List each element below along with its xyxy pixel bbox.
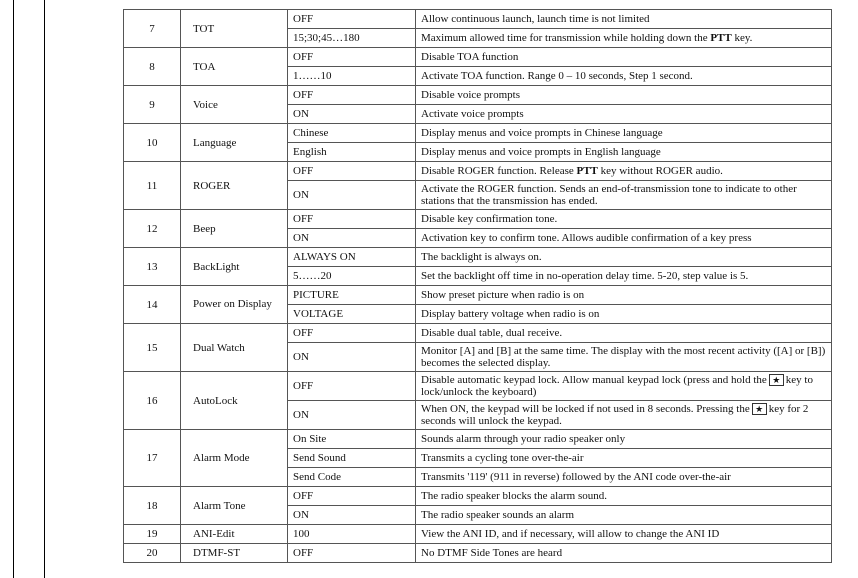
table-row <box>124 48 832 67</box>
option-description: Display menus and voice prompts in English language <box>416 143 832 162</box>
option-description: Disable key confirmation tone. <box>416 210 832 229</box>
menu-number: 7 <box>124 10 181 48</box>
option-description <box>416 401 832 430</box>
table-row <box>124 487 832 506</box>
option-value: English <box>288 143 416 162</box>
menu-name: Language <box>181 124 288 162</box>
menu-number: 12 <box>124 210 181 248</box>
desc-text: When ON, the keypad will be locked if not used in 8 seconds. Pressing the <box>421 402 750 415</box>
ptt-keyword: PTT <box>576 165 598 177</box>
option-description: Sounds alarm through your radio speaker only <box>416 430 832 449</box>
table-row <box>124 324 832 343</box>
option-value: ON <box>288 181 416 210</box>
option-description: Disable voice prompts <box>416 86 832 105</box>
menu-number: 14 <box>124 286 181 324</box>
option-value: Send Code <box>288 468 416 487</box>
option-value: OFF <box>288 544 416 563</box>
option-description: Display menus and voice prompts in Chinese language <box>416 124 832 143</box>
star-key-icon: ★ <box>752 403 767 415</box>
option-description: Activation key to confirm tone. Allows audible confirmation of a key press <box>416 229 832 248</box>
option-value: OFF <box>288 210 416 229</box>
table-row <box>124 248 832 267</box>
option-description: Activate TOA function. Range 0 – 10 seconds, Step 1 second. <box>416 67 832 86</box>
option-description <box>416 162 832 181</box>
menu-name: DTMF-ST <box>181 544 288 563</box>
option-value: ON <box>288 229 416 248</box>
menu-number: 15 <box>124 324 181 372</box>
option-value: OFF <box>288 162 416 181</box>
ptt-keyword: PTT <box>710 32 732 44</box>
table-row <box>124 210 832 229</box>
table-row <box>124 372 832 401</box>
menu-name: TOA <box>181 48 288 86</box>
option-description: Disable TOA function <box>416 48 832 67</box>
menu-number: 9 <box>124 86 181 124</box>
option-value: OFF <box>288 48 416 67</box>
option-value: ON <box>288 343 416 372</box>
table-row <box>124 162 832 181</box>
menu-number: 18 <box>124 487 181 525</box>
menu-name: Voice <box>181 86 288 124</box>
option-description: Transmits '119' (911 in reverse) followed by the ANI code over-the-air <box>416 468 832 487</box>
option-value: 15;30;45…180 <box>288 29 416 48</box>
option-description: Monitor [A] and [B] at the same time. The display with the most recent activity ([A] or [B]) becomes the selected display. <box>416 343 832 372</box>
option-value: OFF <box>288 86 416 105</box>
option-description: The backlight is always on. <box>416 248 832 267</box>
table-row <box>124 525 832 544</box>
menu-name: Dual Watch <box>181 324 288 372</box>
menu-name: ROGER <box>181 162 288 210</box>
option-value: OFF <box>288 324 416 343</box>
margin-line-1 <box>13 0 14 578</box>
table-row <box>124 10 832 29</box>
option-description <box>416 372 832 401</box>
star-key-icon: ★ <box>769 374 784 386</box>
menu-number: 17 <box>124 430 181 487</box>
menu-number: 16 <box>124 372 181 430</box>
desc-text: Disable automatic keypad lock. Allow manual keypad lock (press and hold the <box>421 373 767 386</box>
option-description: Set the backlight off time in no-operation delay time. 5-20, step value is 5. <box>416 267 832 286</box>
desc-text: key for 2 seconds will unlock the keypad. <box>421 402 809 428</box>
option-value: ON <box>288 105 416 124</box>
desc-text: key to lock/unlock the keyboard) <box>421 373 813 399</box>
option-description: Allow continuous launch, launch time is not limited <box>416 10 832 29</box>
option-description: Display battery voltage when radio is on <box>416 305 832 324</box>
menu-name: BackLight <box>181 248 288 286</box>
menu-number: 13 <box>124 248 181 286</box>
menu-number: 8 <box>124 48 181 86</box>
option-description: Disable dual table, dual receive. <box>416 324 832 343</box>
table-row <box>124 544 832 563</box>
menu-name: TOT <box>181 10 288 48</box>
option-description: Show preset picture when radio is on <box>416 286 832 305</box>
option-description: The radio speaker blocks the alarm sound. <box>416 487 832 506</box>
option-value: OFF <box>288 487 416 506</box>
menu-name: ANI-Edit <box>181 525 288 544</box>
option-value: Chinese <box>288 124 416 143</box>
option-value: 1……10 <box>288 67 416 86</box>
menu-name: Alarm Tone <box>181 487 288 525</box>
table-row <box>124 430 832 449</box>
option-value: OFF <box>288 10 416 29</box>
option-description <box>416 29 832 48</box>
margin-line-2 <box>44 0 45 578</box>
desc-text: key. <box>731 32 753 44</box>
desc-text: Disable ROGER function. Release <box>421 165 577 177</box>
option-value: OFF <box>288 372 416 401</box>
desc-text: Maximum allowed time for transmission while holding down the <box>421 32 711 44</box>
option-description: The radio speaker sounds an alarm <box>416 506 832 525</box>
menu-number: 20 <box>124 544 181 563</box>
option-description: No DTMF Side Tones are heard <box>416 544 832 563</box>
option-value: Send Sound <box>288 449 416 468</box>
menu-name: AutoLock <box>181 372 288 430</box>
option-value: 5……20 <box>288 267 416 286</box>
menu-number: 19 <box>124 525 181 544</box>
option-value: 100 <box>288 525 416 544</box>
option-description: Activate voice prompts <box>416 105 832 124</box>
table-row <box>124 86 832 105</box>
option-value: PICTURE <box>288 286 416 305</box>
option-description: Activate the ROGER function. Sends an end-of-transmission tone to indicate to other stations that the transmission has ended. <box>416 181 832 210</box>
option-value: VOLTAGE <box>288 305 416 324</box>
option-description: View the ANI ID, and if necessary, will allow to change the ANI ID <box>416 525 832 544</box>
table-row <box>124 124 832 143</box>
menu-name: Alarm Mode <box>181 430 288 487</box>
table-row <box>124 286 832 305</box>
option-description: Transmits a cycling tone over-the-air <box>416 449 832 468</box>
menu-number: 11 <box>124 162 181 210</box>
menu-settings-table <box>123 9 832 563</box>
option-value: ON <box>288 401 416 430</box>
menu-name: Power on Display <box>181 286 288 324</box>
option-value: On Site <box>288 430 416 449</box>
option-value: ALWAYS ON <box>288 248 416 267</box>
desc-text: key without ROGER audio. <box>597 165 723 177</box>
menu-number: 10 <box>124 124 181 162</box>
menu-name: Beep <box>181 210 288 248</box>
option-value: ON <box>288 506 416 525</box>
